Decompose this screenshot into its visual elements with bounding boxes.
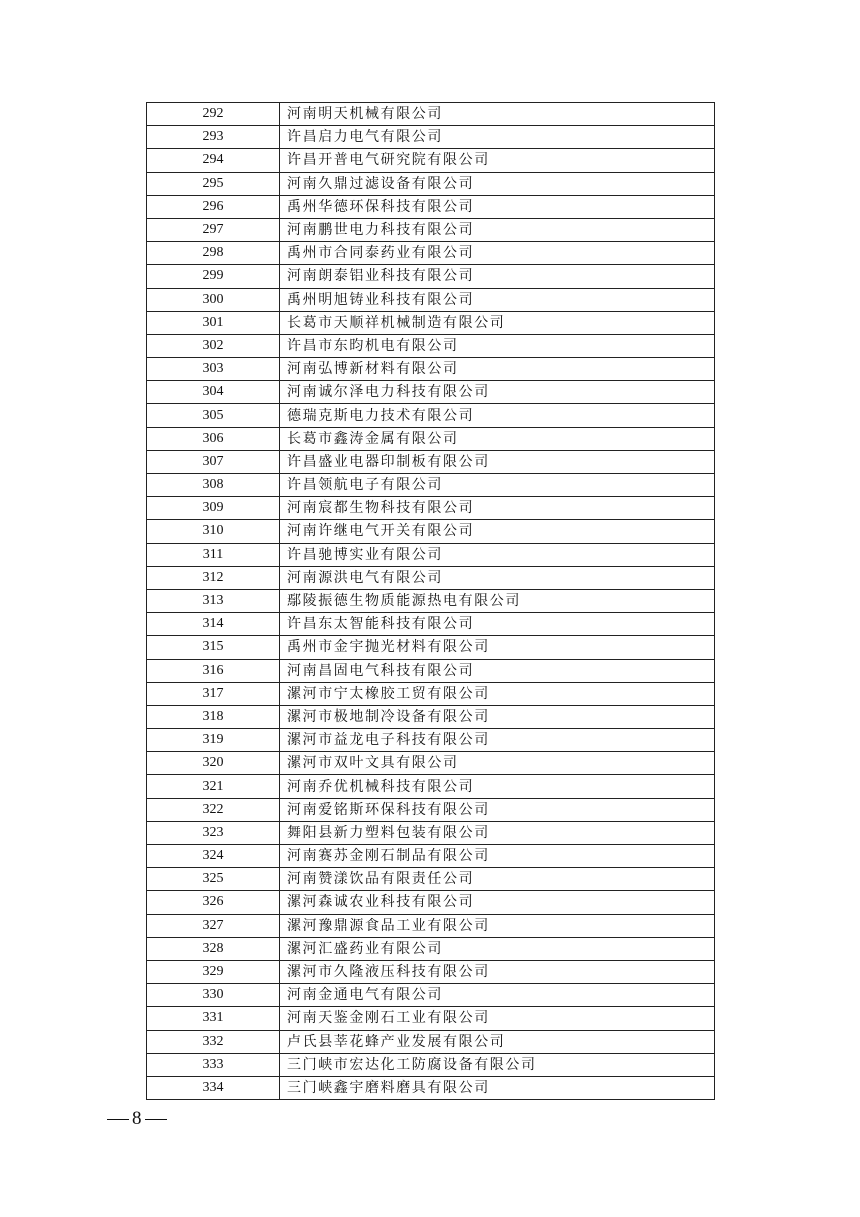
row-number: 296 [147,195,280,218]
company-name: 舞阳县新力塑料包装有限公司 [280,821,715,844]
row-number: 332 [147,1030,280,1053]
row-number: 318 [147,705,280,728]
company-name: 三门峡鑫宇磨料磨具有限公司 [280,1076,715,1099]
row-number: 293 [147,126,280,149]
table-row [147,960,715,983]
row-number: 331 [147,1007,280,1030]
page-number: 8 [132,1108,142,1129]
table-row [147,195,715,218]
company-name: 禹州华德环保科技有限公司 [280,195,715,218]
page-footer [104,1108,170,1130]
table-row [147,311,715,334]
row-number: 313 [147,589,280,612]
row-number: 294 [147,149,280,172]
row-number: 322 [147,798,280,821]
row-number: 321 [147,775,280,798]
row-number: 295 [147,172,280,195]
table-row [147,566,715,589]
table-row [147,126,715,149]
footer-dash-right [145,1119,167,1120]
table-row [147,404,715,427]
company-name: 许昌盛业电器印制板有限公司 [280,450,715,473]
table-row [147,218,715,241]
row-number: 302 [147,334,280,357]
company-name: 河南乔优机械科技有限公司 [280,775,715,798]
footer-dash-left [107,1119,129,1120]
table-row [147,1053,715,1076]
company-list-table [146,102,715,1100]
company-name: 许昌驰博实业有限公司 [280,543,715,566]
row-number: 303 [147,358,280,381]
table-row [147,613,715,636]
row-number: 320 [147,752,280,775]
table-row [147,265,715,288]
row-number: 297 [147,218,280,241]
row-number: 310 [147,520,280,543]
row-number: 292 [147,103,280,126]
row-number: 333 [147,1053,280,1076]
table-row [147,497,715,520]
row-number: 315 [147,636,280,659]
table-row [147,798,715,821]
company-name: 河南弘博新材料有限公司 [280,358,715,381]
row-number: 323 [147,821,280,844]
company-name: 河南赛苏金刚石制品有限公司 [280,845,715,868]
company-name: 河南宸都生物科技有限公司 [280,497,715,520]
row-number: 300 [147,288,280,311]
table-row [147,775,715,798]
row-number: 327 [147,914,280,937]
company-name: 河南昌固电气科技有限公司 [280,659,715,682]
company-name: 漯河森诚农业科技有限公司 [280,891,715,914]
table-row [147,682,715,705]
company-name: 卢氏县莘花蜂产业发展有限公司 [280,1030,715,1053]
company-name: 禹州市合同泰药业有限公司 [280,242,715,265]
company-name: 长葛市天顺祥机械制造有限公司 [280,311,715,334]
row-number: 308 [147,474,280,497]
row-number: 329 [147,960,280,983]
table-row [147,381,715,404]
table-row [147,103,715,126]
table-row [147,543,715,566]
row-number: 324 [147,845,280,868]
company-name: 河南金通电气有限公司 [280,984,715,1007]
company-name: 漯河汇盛药业有限公司 [280,937,715,960]
company-name: 许昌东太智能科技有限公司 [280,613,715,636]
company-name: 河南爱铭斯环保科技有限公司 [280,798,715,821]
table-row [147,149,715,172]
row-number: 304 [147,381,280,404]
company-name: 鄢陵振德生物质能源热电有限公司 [280,589,715,612]
table-row [147,474,715,497]
table-row [147,729,715,752]
table-row [147,636,715,659]
company-name: 漯河市极地制冷设备有限公司 [280,705,715,728]
company-name: 德瑞克斯电力技术有限公司 [280,404,715,427]
company-name: 河南源洪电气有限公司 [280,566,715,589]
table-row [147,659,715,682]
company-name: 禹州市金宇抛光材料有限公司 [280,636,715,659]
company-name: 漯河市益龙电子科技有限公司 [280,729,715,752]
company-name: 河南鹏世电力科技有限公司 [280,218,715,241]
row-number: 317 [147,682,280,705]
table-row [147,1007,715,1030]
company-name: 漯河市双叶文具有限公司 [280,752,715,775]
table-row [147,1030,715,1053]
table-row [147,891,715,914]
company-name: 河南许继电气开关有限公司 [280,520,715,543]
table-row [147,1076,715,1099]
table-row [147,914,715,937]
company-name: 许昌启力电气有限公司 [280,126,715,149]
row-number: 328 [147,937,280,960]
table-row [147,288,715,311]
table-row [147,334,715,357]
company-name: 河南诚尔泽电力科技有限公司 [280,381,715,404]
table-row [147,242,715,265]
company-name: 许昌市东昀机电有限公司 [280,334,715,357]
row-number: 305 [147,404,280,427]
table-row [147,984,715,1007]
company-name: 河南朗泰铝业科技有限公司 [280,265,715,288]
row-number: 301 [147,311,280,334]
company-name: 河南久鼎过滤设备有限公司 [280,172,715,195]
table-row [147,520,715,543]
row-number: 319 [147,729,280,752]
table-row [147,845,715,868]
table-row [147,752,715,775]
company-list-body [147,103,715,1100]
company-name: 长葛市鑫涛金属有限公司 [280,427,715,450]
row-number: 314 [147,613,280,636]
table-row [147,821,715,844]
table-row [147,358,715,381]
company-name: 河南明天机械有限公司 [280,103,715,126]
row-number: 326 [147,891,280,914]
row-number: 316 [147,659,280,682]
row-number: 330 [147,984,280,1007]
company-name: 河南赞漾饮品有限责任公司 [280,868,715,891]
table-row [147,172,715,195]
table-row [147,427,715,450]
row-number: 311 [147,543,280,566]
company-name: 河南天鉴金刚石工业有限公司 [280,1007,715,1030]
row-number: 307 [147,450,280,473]
row-number: 334 [147,1076,280,1099]
row-number: 309 [147,497,280,520]
row-number: 312 [147,566,280,589]
table-row [147,705,715,728]
table-row [147,450,715,473]
company-name: 许昌开普电气研究院有限公司 [280,149,715,172]
table-row [147,589,715,612]
company-name: 漯河市宁太橡胶工贸有限公司 [280,682,715,705]
company-name: 漯河豫鼎源食品工业有限公司 [280,914,715,937]
company-name: 许昌领航电子有限公司 [280,474,715,497]
row-number: 298 [147,242,280,265]
company-name: 三门峡市宏达化工防腐设备有限公司 [280,1053,715,1076]
table-row [147,937,715,960]
company-name: 漯河市久隆液压科技有限公司 [280,960,715,983]
table-row [147,868,715,891]
row-number: 306 [147,427,280,450]
row-number: 325 [147,868,280,891]
row-number: 299 [147,265,280,288]
company-name: 禹州明旭铸业科技有限公司 [280,288,715,311]
